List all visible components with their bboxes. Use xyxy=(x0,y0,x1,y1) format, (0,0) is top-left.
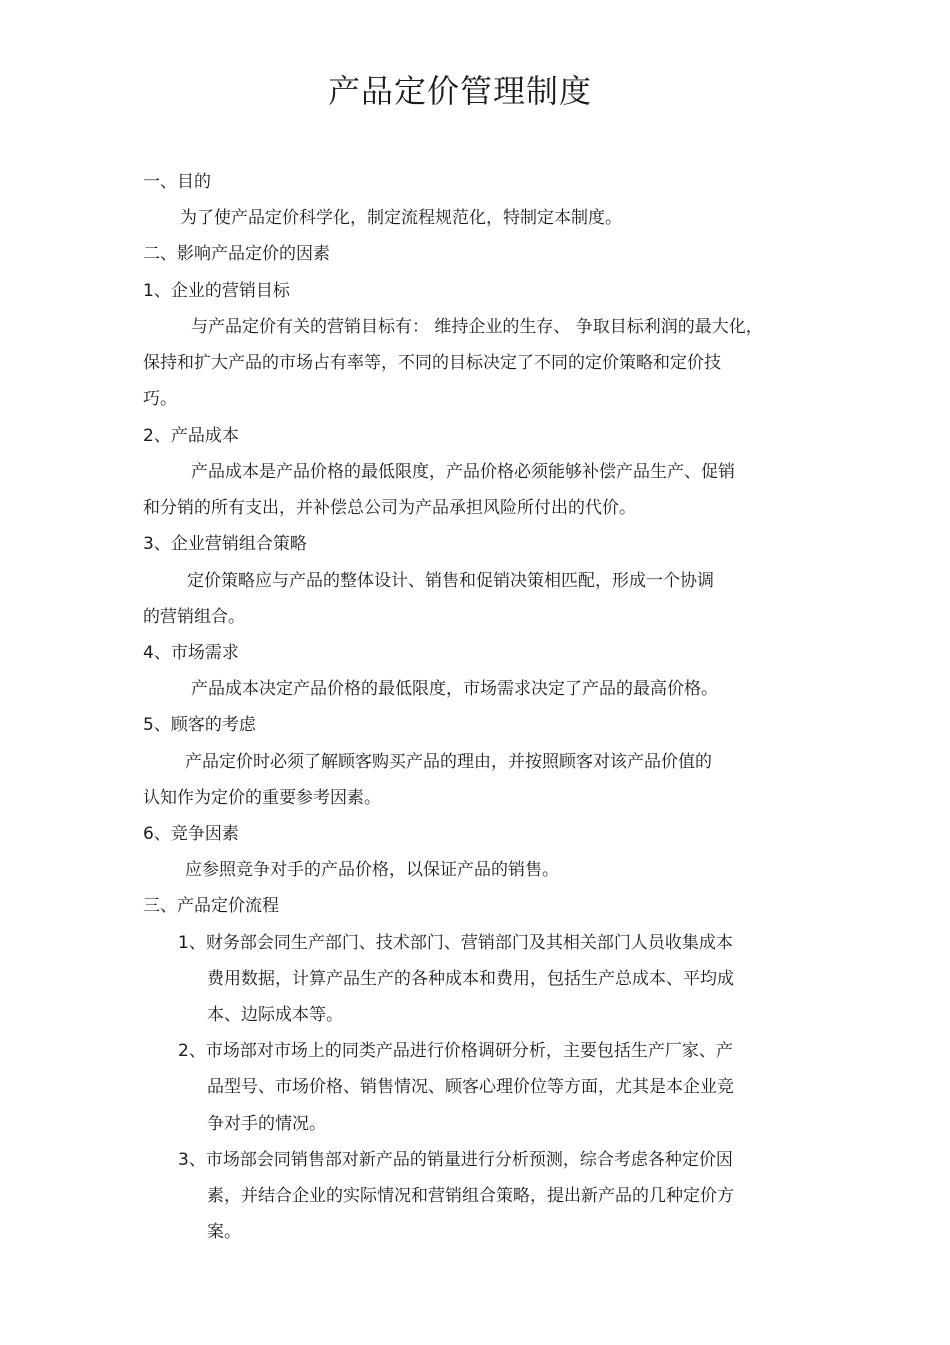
subsection-heading: 1、企业的营销目标 xyxy=(143,281,290,301)
paragraph-line: 产品成本决定产品价格的最低限度，市场需求决定了产品的最高价格。 xyxy=(191,679,718,699)
list-item-line: 素，并结合企业的实际情况和营销组合策略，提出新产品的几种定价方 xyxy=(207,1186,734,1206)
list-item-line: 争对手的情况。 xyxy=(207,1114,326,1134)
paragraph-line: 产品定价时必须了解顾客购买产品的理由，并按照顾客对该产品价值的 xyxy=(185,752,712,772)
paragraph-line: 为了使产品定价科学化，制定流程规范化，特制定本制度。 xyxy=(180,208,622,228)
subsection-heading: 2、产品成本 xyxy=(143,426,239,446)
section-heading-process: 三、产品定价流程 xyxy=(143,896,279,916)
paragraph-line: 产品成本是产品价格的最低限度，产品价格必须能够补偿产品生产、促销 xyxy=(191,462,735,482)
paragraph-line: 认知作为定价的重要参考因素。 xyxy=(143,788,381,808)
subsection-heading: 5、顾客的考虑 xyxy=(143,715,256,735)
list-item-line: 本、边际成本等。 xyxy=(207,1005,343,1025)
paragraph-line: 和分销的所有支出，并补偿总公司为产品承担风险所付出的代价。 xyxy=(143,498,636,518)
section-heading-factors: 二、影响产品定价的因素 xyxy=(143,244,330,264)
list-item-line: 1、财务部会同生产部门、技术部门、营销部门及其相关部门人员收集成本 xyxy=(178,933,733,953)
subsection-heading: 4、市场需求 xyxy=(143,643,239,663)
list-item-line: 费用数据，计算产品生产的各种成本和费用，包括生产总成本、平均成 xyxy=(207,969,734,989)
list-item-line: 2、市场部对市场上的同类产品进行价格调研分析，主要包括生产厂家、产 xyxy=(178,1041,733,1061)
paragraph-line: 与产品定价有关的营销目标有： 维持企业的生存、 争取目标利润的最大化， xyxy=(191,317,763,337)
subsection-heading: 3、企业营销组合策略 xyxy=(143,534,307,554)
section-heading-purpose: 一、目的 xyxy=(143,172,211,192)
list-item-line: 案。 xyxy=(207,1222,241,1242)
paragraph-line: 保持和扩大产品的市场占有率等，不同的目标决定了不同的定价策略和定价技 xyxy=(143,353,721,373)
subsection-heading: 6、竞争因素 xyxy=(143,824,239,844)
paragraph-line: 定价策略应与产品的整体设计、销售和促销决策相匹配，形成一个协调 xyxy=(187,571,714,591)
list-item-line: 品型号、市场价格、销售情况、顾客心理价位等方面，尤其是本企业竞 xyxy=(207,1077,734,1097)
list-item-line: 3、市场部会同销售部对新产品的销量进行分析预测，综合考虑各种定价因 xyxy=(178,1150,733,1170)
paragraph-line: 巧。 xyxy=(143,389,177,409)
paragraph-line: 应参照竞争对手的产品价格，以保证产品的销售。 xyxy=(185,860,559,880)
paragraph-line: 的营销组合。 xyxy=(143,607,245,627)
document-title: 产品定价管理制度 xyxy=(327,72,592,110)
